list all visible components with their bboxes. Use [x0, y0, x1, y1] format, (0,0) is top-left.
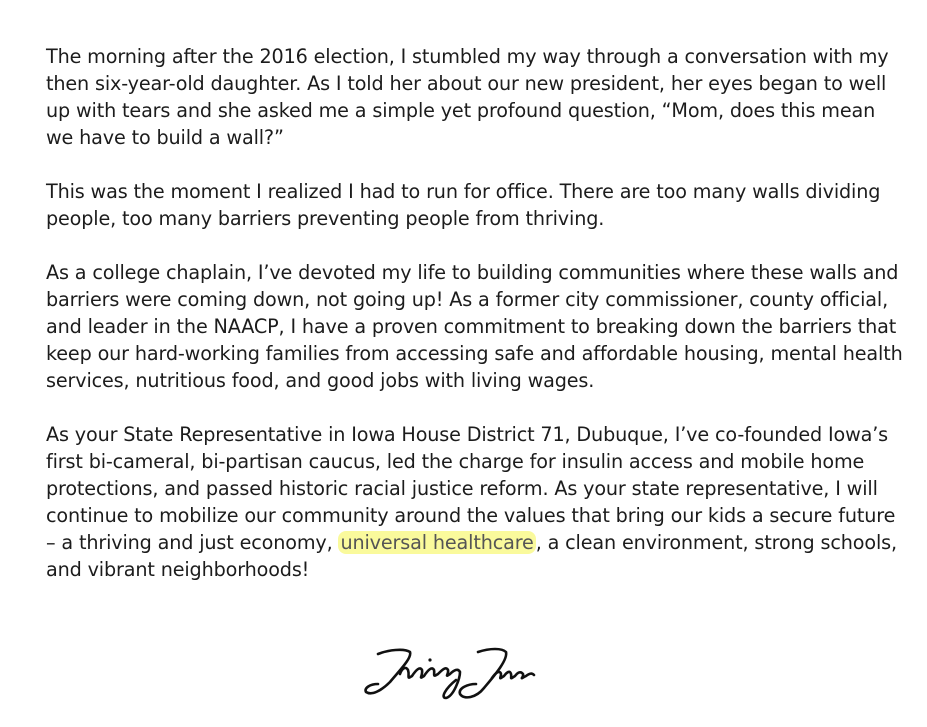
letter-body [46, 43, 906, 610]
paragraph-1: The morning after the 2016 election, I stumbled my way through a conversation with my then six-year-old daughter. As I told her about our new president, her eyes began to well up with tears and she asked me a simple yet profound question, “Mom, does this mean we have to build a wall?” [46, 45, 889, 149]
paragraph-4 [46, 421, 906, 583]
paragraph-4-text-end: , a clean environment, strong schools, and vibrant neighborhoods! [46, 531, 897, 581]
paragraph-3: As a college chaplain, I’ve devoted my life to building communities where these walls and barriers were coming down, not going up! As a former city commissioner, county official, and leader in the NAACP, I have a proven commitment to breaking down the barriers that keep our hard-working families from accessing safe and affordable housing, mental health services, nutritious food, and good jobs with living wages. [46, 261, 903, 392]
paragraph-2: This was the moment I realized I had to run for office. There are too many walls dividing people, too many barriers preventing people from thriving. [46, 180, 881, 230]
highlighted-phrase: universal healthcare [340, 531, 534, 554]
signature-image [360, 640, 540, 705]
paragraph-4-text-start: As your State Representative in Iowa House District 71, Dubuque, I’ve co-founded Iowa’s first bi-cameral, bi-partisan caucus, led the charge for insulin access and mobile home protections, and passed historic racial justice reform. As your state representative, I will continue to mobilize our community around the values that bring our kids a secure future – a thriving and just economy, [46, 423, 896, 554]
